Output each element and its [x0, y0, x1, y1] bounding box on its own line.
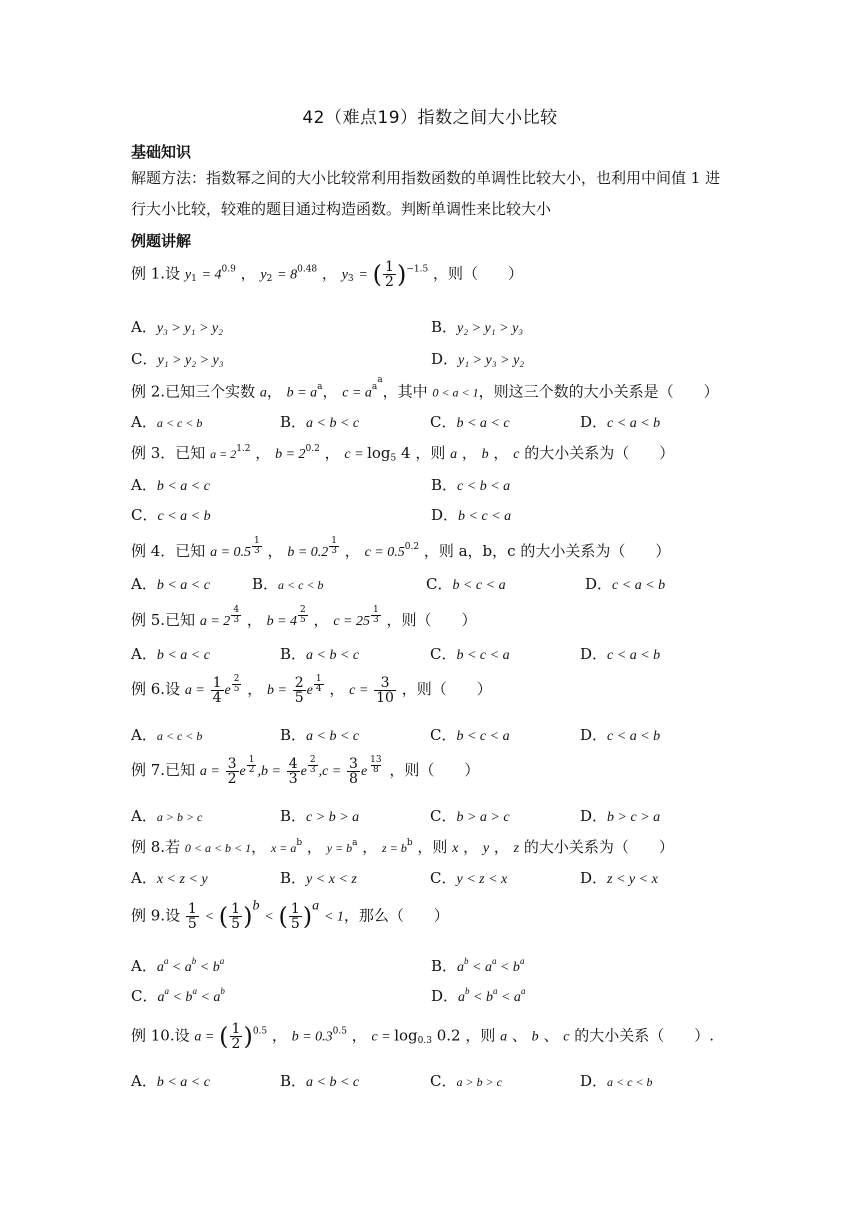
- q2-option-a: A．a < c < b: [131, 413, 203, 431]
- q9-option-d: D．$a^b < b^a < a^a$: [431, 985, 526, 1005]
- question-4: 例 4．已知 a = 0.5 $^{\frac{1}{3}}$ ， b = 0.2 $^{\frac{1}{3}}$ ， $c = 0.5^{0.2}$ ，则 a，b，c 的大小关系为（ ）: [131, 536, 671, 561]
- q10-option-c: C．a > b > c: [430, 1072, 503, 1090]
- q8-option-c: C．y < z < x: [430, 869, 508, 887]
- q3-option-b: B．c < b < a: [431, 476, 511, 494]
- q3-option-a: A．b < a < c: [131, 476, 210, 494]
- q2-option-b: B．a < b < c: [280, 413, 360, 431]
- q6-option-b: B．a < b < c: [280, 726, 360, 744]
- basics-heading: 基础知识: [131, 143, 192, 161]
- q9-option-a: A．$a^a < a^b < b^a$: [131, 955, 225, 975]
- q1-option-b: B．y₂ > y₁ > y₃: [431, 318, 524, 336]
- q7-option-d: D．b > c > a: [580, 807, 661, 825]
- question-9: 例 9.设 $\frac{1}{5}$ < ( $\frac{1}{5}$ )$^b$ < ( $\frac{1}{5}$ )$^a$ < 1，那么（ ）: [131, 898, 449, 932]
- q1-option-c: C．y₁ > y₂ > y₃: [131, 350, 224, 368]
- question-10: 例 10.设 a = ( $\frac{1}{2}$ )$^{0.5}$ ， $b = 0.3^{0.5}$ ， $c = \log_{0.3} 0.2$ ，则 a 、 b 、 c 的大小关系（ ）.: [131, 1021, 714, 1052]
- question-5: 例 5.已知 a = 2 $^{\frac{4}{3}}$ ， b = 4 $^{\frac{2}{5}}$ ， c = 25 $^{\frac{1}{3}}$ ，则（ ）: [131, 605, 477, 630]
- q4-option-c: C．b < c < a: [426, 575, 506, 593]
- q4-option-b: B．a < c < b: [252, 575, 324, 593]
- question-3: 例 3．已知 $a = 2^{1.2}$ ， $b = 2^{0.2}$ ， $c = \log_5 4$ ，则 a ， b ， c 的大小关系为（ ）: [131, 443, 675, 464]
- q5-option-d: D．c < a < b: [580, 645, 661, 663]
- q6-option-d: D．c < a < b: [580, 726, 661, 744]
- q4-option-d: D．c < a < b: [585, 575, 666, 593]
- q4-option-a: A．b < a < c: [131, 575, 210, 593]
- q5-option-b: B．a < b < c: [280, 645, 360, 663]
- q7-option-a: A．a > b > c: [131, 807, 203, 825]
- q2-option-d: D．c < a < b: [580, 413, 661, 431]
- q6-option-a: A．a < c < b: [131, 726, 203, 744]
- question-7: 例 7.已知 a = $\frac{3}{2}$ e $^{\frac{1}{2}}$ ,b = $\frac{4}{3}$ e $^{\frac{2}{3}}$ ,c = $\frac{3}{8}$ e $^{\frac{13}{8}}$ ，则（ ）: [131, 755, 480, 787]
- page-title: 42（难点19）指数之间大小比较: [302, 108, 558, 128]
- q1-option-a: A．y₃ > y₁ > y₂: [131, 318, 223, 336]
- method-paragraph: 解题方法：指数幂之间的大小比较常利用指数函数的单调性比较大小，也利用中间值 1 进行大小比较，较难的题目通过构造函数。判断单调性来比较大小: [131, 169, 721, 218]
- q1-option-d: D．y₁ > y₃ > y₂: [431, 350, 525, 368]
- q10-option-d: D．a < c < b: [580, 1072, 653, 1090]
- q3-option-d: D．b < c < a: [431, 506, 512, 524]
- q9-option-b: B．$a^b < a^a < b^a$: [431, 955, 525, 975]
- q6-option-c: C．b < c < a: [430, 726, 510, 744]
- question-8: 例 8.若 0 < a < b < 1， $x = a^b$ ， $y = b^a$ ， $z = b^b$ ，则 x ， y ， z 的大小关系为（ ）: [131, 837, 674, 856]
- q7-option-c: C．b > a > c: [430, 807, 510, 825]
- q2-option-c: C．b < a < c: [430, 413, 510, 431]
- q5-option-c: C．b < c < a: [430, 645, 510, 663]
- q5-option-a: A．b < a < c: [131, 645, 210, 663]
- examples-heading: 例题讲解: [131, 232, 192, 250]
- question-6: 例 6.设 a = $\frac{1}{4}$ e $^{\frac{2}{5}}$ ， b = $\frac{2}{5}$ e $^{\frac{1}{4}}$ ， c = $\frac{3}{10}$ ，则（ ）: [131, 674, 492, 706]
- q8-option-b: B．y < x < z: [280, 869, 357, 887]
- q9-option-c: C．$a^a < b^a < a^b$: [131, 985, 225, 1005]
- q8-option-d: D．z < y < x: [580, 869, 658, 887]
- q10-option-a: A．b < a < c: [131, 1072, 210, 1090]
- q7-option-b: B．c > b > a: [280, 807, 360, 825]
- question-1: 例 1.设 $y_1 = 4^{0.9}$ ， $y_2 = 8^{0.48}$ ， $y_3$ = ( $\frac{1}{2}$ )$^{-1.5}$ ，则（ ）: [131, 259, 523, 290]
- q3-option-c: C．c < a < b: [131, 506, 211, 524]
- q10-option-b: B．a < b < c: [280, 1072, 360, 1090]
- q8-option-a: A．x < z < y: [131, 869, 208, 887]
- question-2: 例 2.已知三个实数 a， $b = a^a$， $c = a^{a^a}$，其中 0 < a < 1，则这三个数的大小关系是（ ）: [131, 375, 719, 401]
